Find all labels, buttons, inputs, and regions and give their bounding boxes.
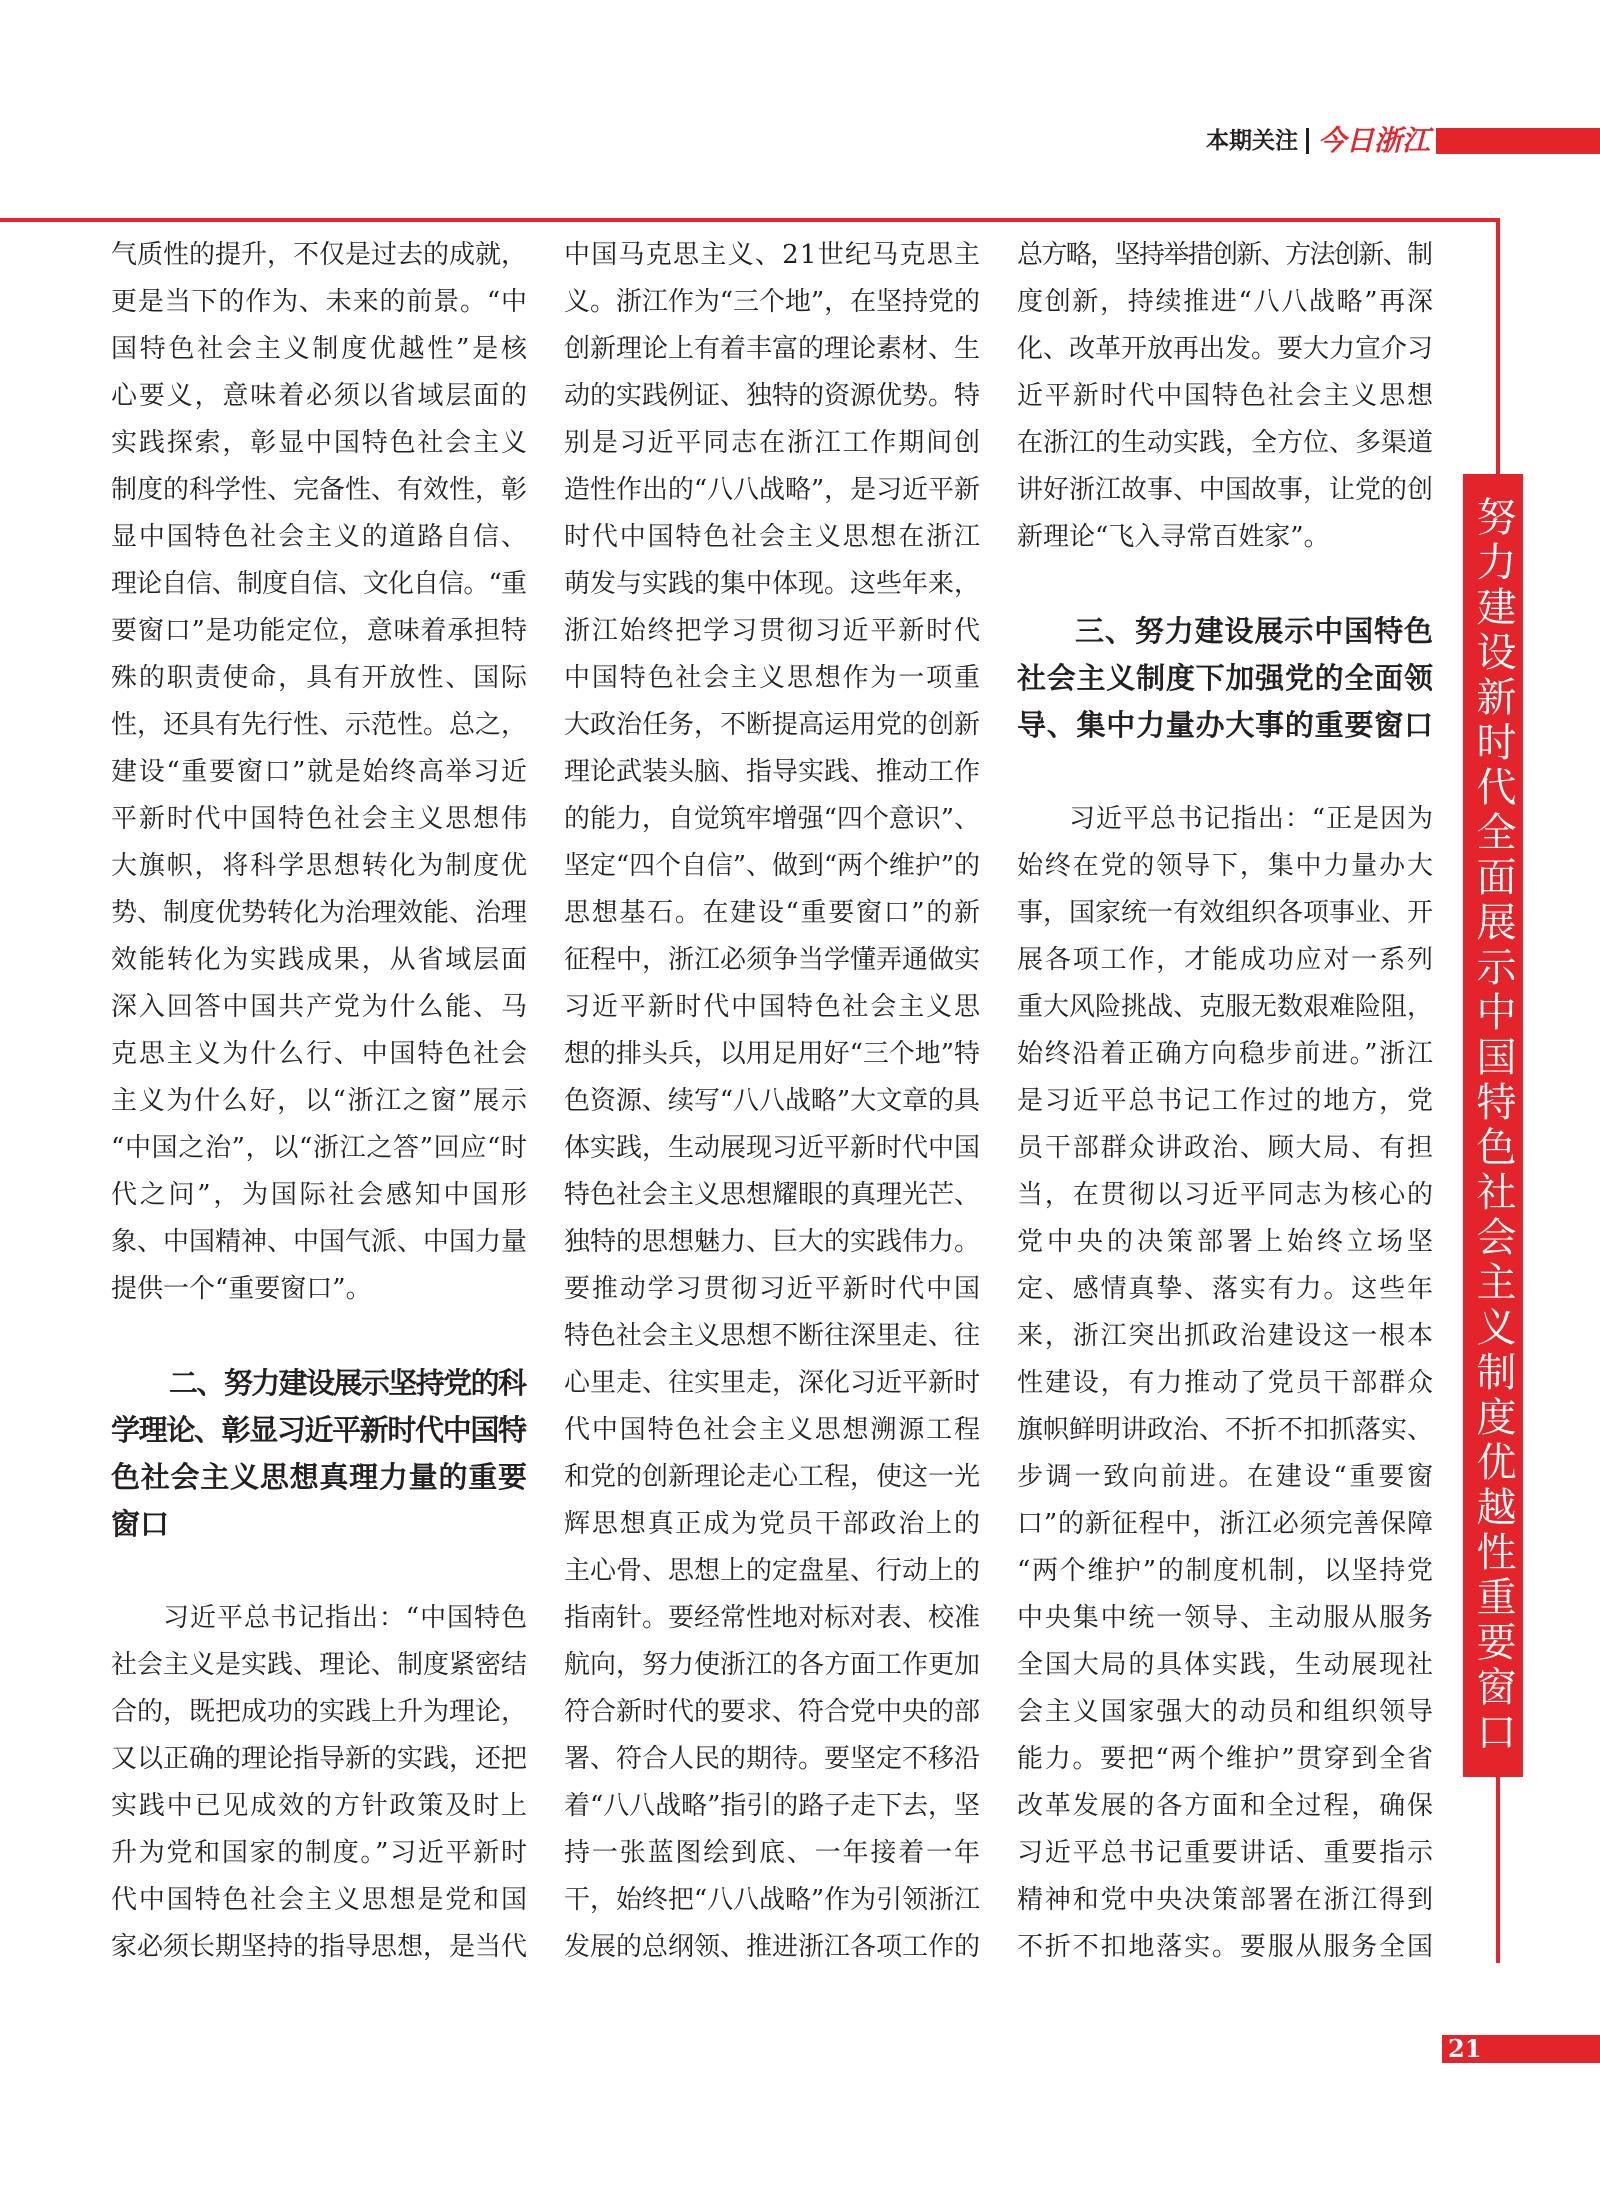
text-line: 总方略，坚持举措创新、方法创新、制 [1017, 240, 1432, 270]
text-line: 中央集中统一领导、主动服从服务 [1017, 1603, 1435, 1633]
paragraph [111, 1595, 527, 1971]
text-line: 重大风险挑战、克服无数艰难险阻， [1017, 992, 1433, 1022]
text-line: 平新时代中国特色社会主义思想伟 [111, 804, 529, 834]
text-line: 理论自信、制度自信、文化自信。“重 [111, 569, 527, 599]
text-line: 提供一个“重要窗口”。 [111, 1274, 372, 1304]
text-line: 更是当下的作为、未来的前景。“中 [111, 287, 528, 317]
text-line: 中国马克思主义、21世纪马克思主 [564, 240, 982, 270]
text-line: 步调一致向前进。在建设“重要窗 [1017, 1462, 1436, 1492]
text-line: 实践探索，彰显中国特色社会主义 [111, 428, 529, 458]
text-line: 合的，既把成功的实践上升为理论， [111, 1697, 527, 1727]
text-line: 理论武装头脑、指导实践、推动工作 [564, 757, 980, 787]
text-line: 制度的科学性、完备性、有效性，彰 [111, 475, 527, 505]
heading-line: 二、努力建设展示坚持党的科 [169, 1366, 526, 1400]
text-line: 展各项工作，才能成功应对一系列 [1017, 945, 1435, 975]
paragraph-spacer [1017, 749, 1433, 796]
text-line: 定、感情真挚、落实有力。这些年 [1017, 1274, 1435, 1304]
page-number-bar [1442, 2035, 1600, 2063]
text-line: 符合新时代的要求、符合党中央的部 [564, 1697, 980, 1727]
text-line: 始终沿着正确方向稳步前进。”浙江 [1017, 1039, 1435, 1069]
text-line: 是习近平总书记工作过的地方，党 [1017, 1086, 1435, 1116]
text-line: 着“八八战略”指引的路子走下去，坚 [564, 1791, 980, 1821]
heading-line: 窗口 [111, 1507, 170, 1541]
text-line: 造性作出的“八八战略”，是习近平新 [564, 475, 980, 505]
column-2 [564, 232, 980, 1971]
text-line: 性建设，有力推动了党员干部群众 [1017, 1368, 1435, 1398]
text-line: 建设“重要窗口”就是始终高举习近 [111, 757, 529, 787]
paragraph-continued [1017, 232, 1433, 561]
text-line: 心里走、往实里走，深化习近平新时 [564, 1368, 980, 1398]
text-line: 主义为什么好，以“浙江之窗”展示 [111, 1086, 529, 1116]
text-line: 实践中已见成效的方针政策及时上 [111, 1791, 529, 1821]
text-line: 效能转化为实践成果，从省域层面 [111, 945, 529, 975]
text-line: 习近平新时代中国特色社会主义思 [564, 992, 982, 1022]
text-line: 习近平总书记重要讲话、重要指示 [1017, 1838, 1435, 1868]
text-line: 代之问”，为国际社会感知中国形 [111, 1180, 530, 1210]
text-line: 心要义，意味着必须以省域层面的 [111, 381, 529, 411]
text-line: 度创新，持续推进“八八战略”再深 [1017, 287, 1435, 317]
text-line: 体实践，生动展现习近平新时代中国 [564, 1133, 980, 1163]
text-line: 家必须长期坚持的指导思想，是当代 [111, 1932, 527, 1962]
text-line: 习近平总书记指出：“中国特色 [163, 1603, 528, 1633]
vertical-title-box [1463, 474, 1523, 1777]
text-line: 化、改革开放再出发。要大力宣介习 [1017, 334, 1433, 364]
page-number: 21 [1448, 2034, 1482, 2063]
header-accent-bar [1436, 128, 1600, 154]
text-line: 口”的新征程中，浙江必须完善保障 [1017, 1509, 1434, 1539]
brand-logo: 今日浙江 [1318, 124, 1431, 157]
text-line: 性，还具有先行性、示范性。总之， [111, 710, 527, 740]
text-line: “两个维护”的制度机制，以坚持党 [1017, 1556, 1435, 1586]
text-line: 大政治任务，不断提高运用党的创新 [564, 710, 980, 740]
text-line: 会主义国家强大的动员和组织领导 [1017, 1697, 1435, 1727]
text-line: 改革发展的各方面和全过程，确保 [1017, 1791, 1435, 1821]
section-heading [111, 1360, 527, 1548]
text-line: 始终在党的领导下，集中力量办大 [1017, 851, 1435, 881]
text-line: 中国特色社会主义思想作为一项重 [564, 663, 982, 693]
text-line: 大旗帜，将科学思想转化为制度优 [111, 851, 529, 881]
text-line: 旗帜鲜明讲政治、不折不扣抓落实、 [1017, 1415, 1433, 1445]
text-line: 又以正确的理论指导新的实践，还把 [111, 1744, 527, 1774]
text-line: 萌发与实践的集中体现。这些年来， [564, 569, 980, 599]
text-line: 航向，努力使浙江的各方面工作更加 [564, 1650, 980, 1680]
text-line: 坚定“四个自信”、做到“两个维护”的 [564, 851, 980, 881]
text-line: 升为党和国家的制度。”习近平新时 [111, 1838, 529, 1868]
text-line: 指南针。要经常性地对标对表、校准 [564, 1603, 980, 1633]
paragraph-spacer [1017, 561, 1433, 608]
paragraph-continued [111, 232, 530, 1313]
text-line: 要推动学习贯彻习近平新时代中国 [564, 1274, 982, 1304]
text-line: 发展的总纲领、推进浙江各项工作的 [564, 1932, 980, 1962]
text-line: 习近平总书记指出：“正是因为 [1069, 804, 1434, 834]
column-1 [111, 232, 530, 1971]
text-line: 不折不扣地落实。要服从服务全国 [1017, 1932, 1435, 1962]
text-line: 事，国家统一有效组织各项事业、开 [1017, 898, 1433, 928]
heading-line: 导、集中力量办大事的重要窗口 [1017, 708, 1434, 742]
section-heading [1017, 608, 1433, 749]
frame-rule-top [0, 218, 1500, 222]
heading-line: 色社会主义思想真理力量的重要 [111, 1460, 528, 1494]
text-line: 象、中国精神、中国气派、中国力量 [111, 1227, 527, 1257]
text-line: 要窗口”是功能定位，意味着承担特 [111, 616, 528, 646]
text-line: 全国大局的具体实践，生动展现社 [1017, 1650, 1435, 1680]
text-line: 代中国特色社会主义思想是党和国 [111, 1885, 529, 1915]
text-line: 义。浙江作为“三个地”，在坚持党的 [564, 287, 980, 317]
text-line: 深入回答中国共产党为什么能、马 [111, 992, 529, 1022]
text-line: 克思主义为什么行、中国特色社会 [111, 1039, 529, 1069]
text-line: 来，浙江突出抓政治建设这一根本 [1017, 1321, 1435, 1351]
section-label: 本期关注 [1206, 128, 1298, 154]
text-line: 时代中国特色社会主义思想在浙江 [564, 522, 982, 552]
vertical-title: 努力建设新时代全面展示中国特色社会主义制度优越性重要窗口 [1470, 495, 1516, 1756]
text-line: 别是习近平同志在浙江工作期间创 [564, 428, 982, 458]
text-line: 持一张蓝图绘到底、一年接着一年 [564, 1838, 982, 1868]
header-divider [1306, 128, 1309, 154]
text-line: 特色社会主义思想不断往深里走、往 [564, 1321, 980, 1351]
paragraph [1017, 796, 1437, 1971]
text-line: 显中国特色社会主义的道路自信、 [111, 522, 529, 552]
text-line: 主心骨、思想上的定盘星、行动上的 [564, 1556, 980, 1586]
text-line: 能力。要把“两个维护”贯穿到全省 [1017, 1744, 1435, 1774]
text-line: 干，始终把“八八战略”作为引领浙江 [564, 1885, 980, 1915]
text-line: 势、制度优势转化为治理效能、治理 [111, 898, 527, 928]
text-line: 近平新时代中国特色社会主义思想 [1017, 381, 1435, 411]
text-line: 国特色社会主义制度优越性”是核 [111, 334, 530, 364]
text-line: 征程中，浙江必须争当学懂弄通做实 [564, 945, 980, 975]
paragraph-spacer [111, 1313, 527, 1360]
text-line: 辉思想真正成为党员干部政治上的 [564, 1509, 982, 1539]
text-line: 动的实践例证、独特的资源优势。特 [564, 381, 980, 411]
text-line: 创新理论上有着丰富的理论素材、生 [564, 334, 980, 364]
text-line: 党中央的决策部署上始终立场坚 [1017, 1227, 1437, 1257]
paragraph-spacer [111, 1548, 527, 1595]
text-line: 署、符合人民的期待。要坚定不移沿 [564, 1744, 980, 1774]
column-3 [1017, 232, 1437, 1971]
text-line: 当，在贯彻以习近平同志为核心的 [1017, 1180, 1435, 1210]
text-line: 色资源、续写“八八战略”大文章的具 [564, 1086, 980, 1116]
text-line: 员干部群众讲政治、顾大局、有担 [1017, 1133, 1435, 1163]
text-line: 殊的职责使命，具有开放性、国际 [111, 663, 529, 693]
text-line: 浙江始终把学习贯彻习近平新时代 [564, 616, 982, 646]
text-line: 想的排头兵，以用足用好“三个地”特 [564, 1039, 980, 1069]
text-line: 代中国特色社会主义思想溯源工程 [564, 1415, 982, 1445]
text-line: 和党的创新理论走心工程，使这一光 [564, 1462, 980, 1492]
text-line: 社会主义是实践、理论、制度紧密结 [111, 1650, 527, 1680]
text-line: 特色社会主义思想耀眼的真理光芒、 [564, 1180, 980, 1210]
text-line: 独特的思想魅力、巨大的实践伟力。 [564, 1227, 980, 1257]
text-line: 在浙江的生动实践，全方位、多渠道 [1017, 428, 1433, 458]
heading-line: 学理论、彰显习近平新时代中国特 [111, 1413, 526, 1447]
text-line: 的能力，自觉筑牢增强“四个意识”、 [564, 804, 980, 834]
text-line: 新理论“飞入寻常百姓家”。 [1017, 522, 1330, 552]
paragraph-continued [564, 232, 980, 1971]
text-line: “中国之治”，以“浙江之答”回应“时 [111, 1133, 528, 1163]
heading-line: 社会主义制度下加强党的全面领 [1017, 661, 1434, 695]
text-line: 精神和党中央决策部署在浙江得到 [1017, 1885, 1435, 1915]
text-line: 气质性的提升，不仅是过去的成就， [111, 240, 527, 270]
heading-line: 三、努力建设展示中国特色 [1075, 614, 1434, 648]
text-line: 讲好浙江故事、中国故事，让党的创 [1017, 475, 1433, 505]
text-line: 思想基石。在建设“重要窗口”的新 [564, 898, 982, 928]
